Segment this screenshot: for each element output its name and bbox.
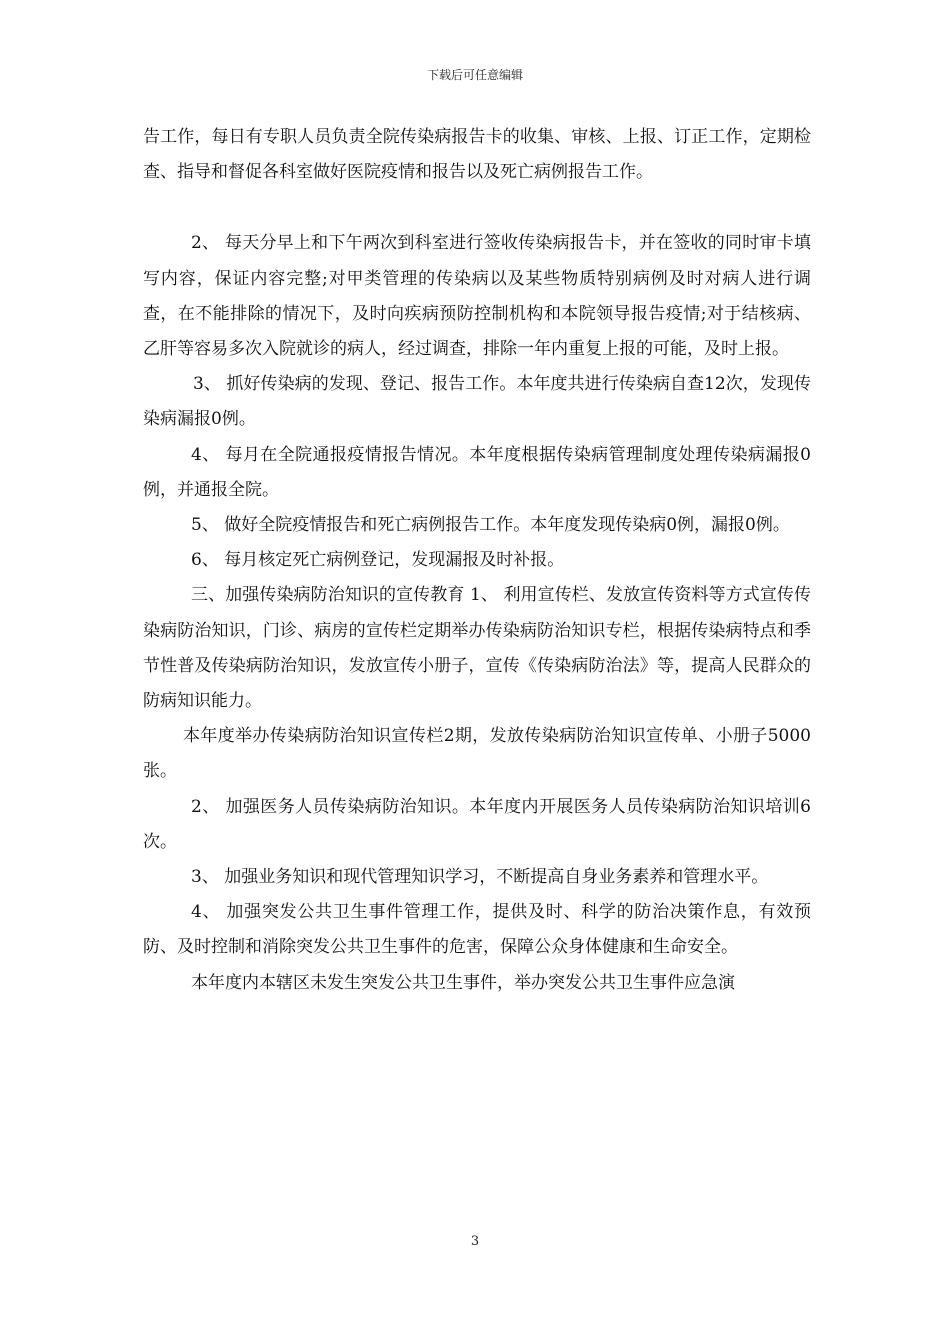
paragraph-7: 三、加强传染病防治知识的宣传教育 1、 利用宣传栏、发放宣传资料等方式宣传传染病防治知识，门诊、病房的宣传栏定期举办传染病防治知识专栏，根据传染病特点和季节性普及传染病防治知识，发放宣传小册子，宣传《传染病防治法》等，提高人民群众的防病知识能力。	[143, 585, 811, 712]
document-body	[143, 120, 811, 1001]
page-header: 下载后可任意编辑	[426, 68, 523, 82]
paragraph-12: 本年度内本辖区未发生突发公共卫生事件，举办突发公共卫生事件应急演	[191, 972, 735, 993]
paragraph-3: 3、 抓好传染病的发现、登记、报告工作。本年度共进行传染病自查12次，发现传染病漏报0例。	[143, 374, 811, 430]
paragraph-5: 5、 做好全院疫情报告和死亡病例报告工作。本年度发现传染病0例，漏报0例。	[191, 515, 790, 536]
paragraph-8: 本年度举办传染病防治知识宣传栏2期，发放传染病防治知识宣传单、小册子5000张。	[143, 726, 811, 782]
paragraph-9: 2、 加强医务人员传染病防治知识。本年度内开展医务人员传染病防治知识培训6次。	[143, 796, 811, 852]
paragraph-1: 告工作，每日有专职人员负责全院传染病报告卡的收集、审核、上报、订正工作，定期检查、指导和督促各科室做好医院疫情和报告以及死亡病例报告工作。	[143, 127, 811, 183]
paragraph-4: 4、 每月在全院通报疫情报告情况。本年度根据传染病管理制度处理传染病漏报0例，并通报全院。	[143, 444, 811, 500]
paragraph-gap	[143, 190, 811, 226]
paragraph-11: 4、 加强突发公共卫生事件管理工作，提供及时、科学的防治决策作息，有效预防、及时控制和消除突发公共卫生事件的危害，保障公众身体健康和生命安全。	[143, 902, 811, 958]
paragraph-6: 6、 每月核定死亡病例登记，发现漏报及时补报。	[191, 550, 565, 571]
paragraph-10: 3、 加强业务知识和现代管理知识学习，不断提高自身业务素养和管理水平。	[191, 867, 769, 888]
page-number: 3	[470, 1234, 480, 1249]
paragraph-2: 2、 每天分早上和下午两次到科室进行签收传染病报告卡，并在签收的同时审卡填写内容，保证内容完整;对甲类管理的传染病以及某些物质特别病例及时对病人进行调查，在不能排除的情况下，及时向疾病预防控制机构和本院领导报告疫情;对于结核病、乙肝等容易多次入院就诊的病人，经过调查，排除一年内重复上报的可能，及时上报。	[143, 233, 811, 360]
